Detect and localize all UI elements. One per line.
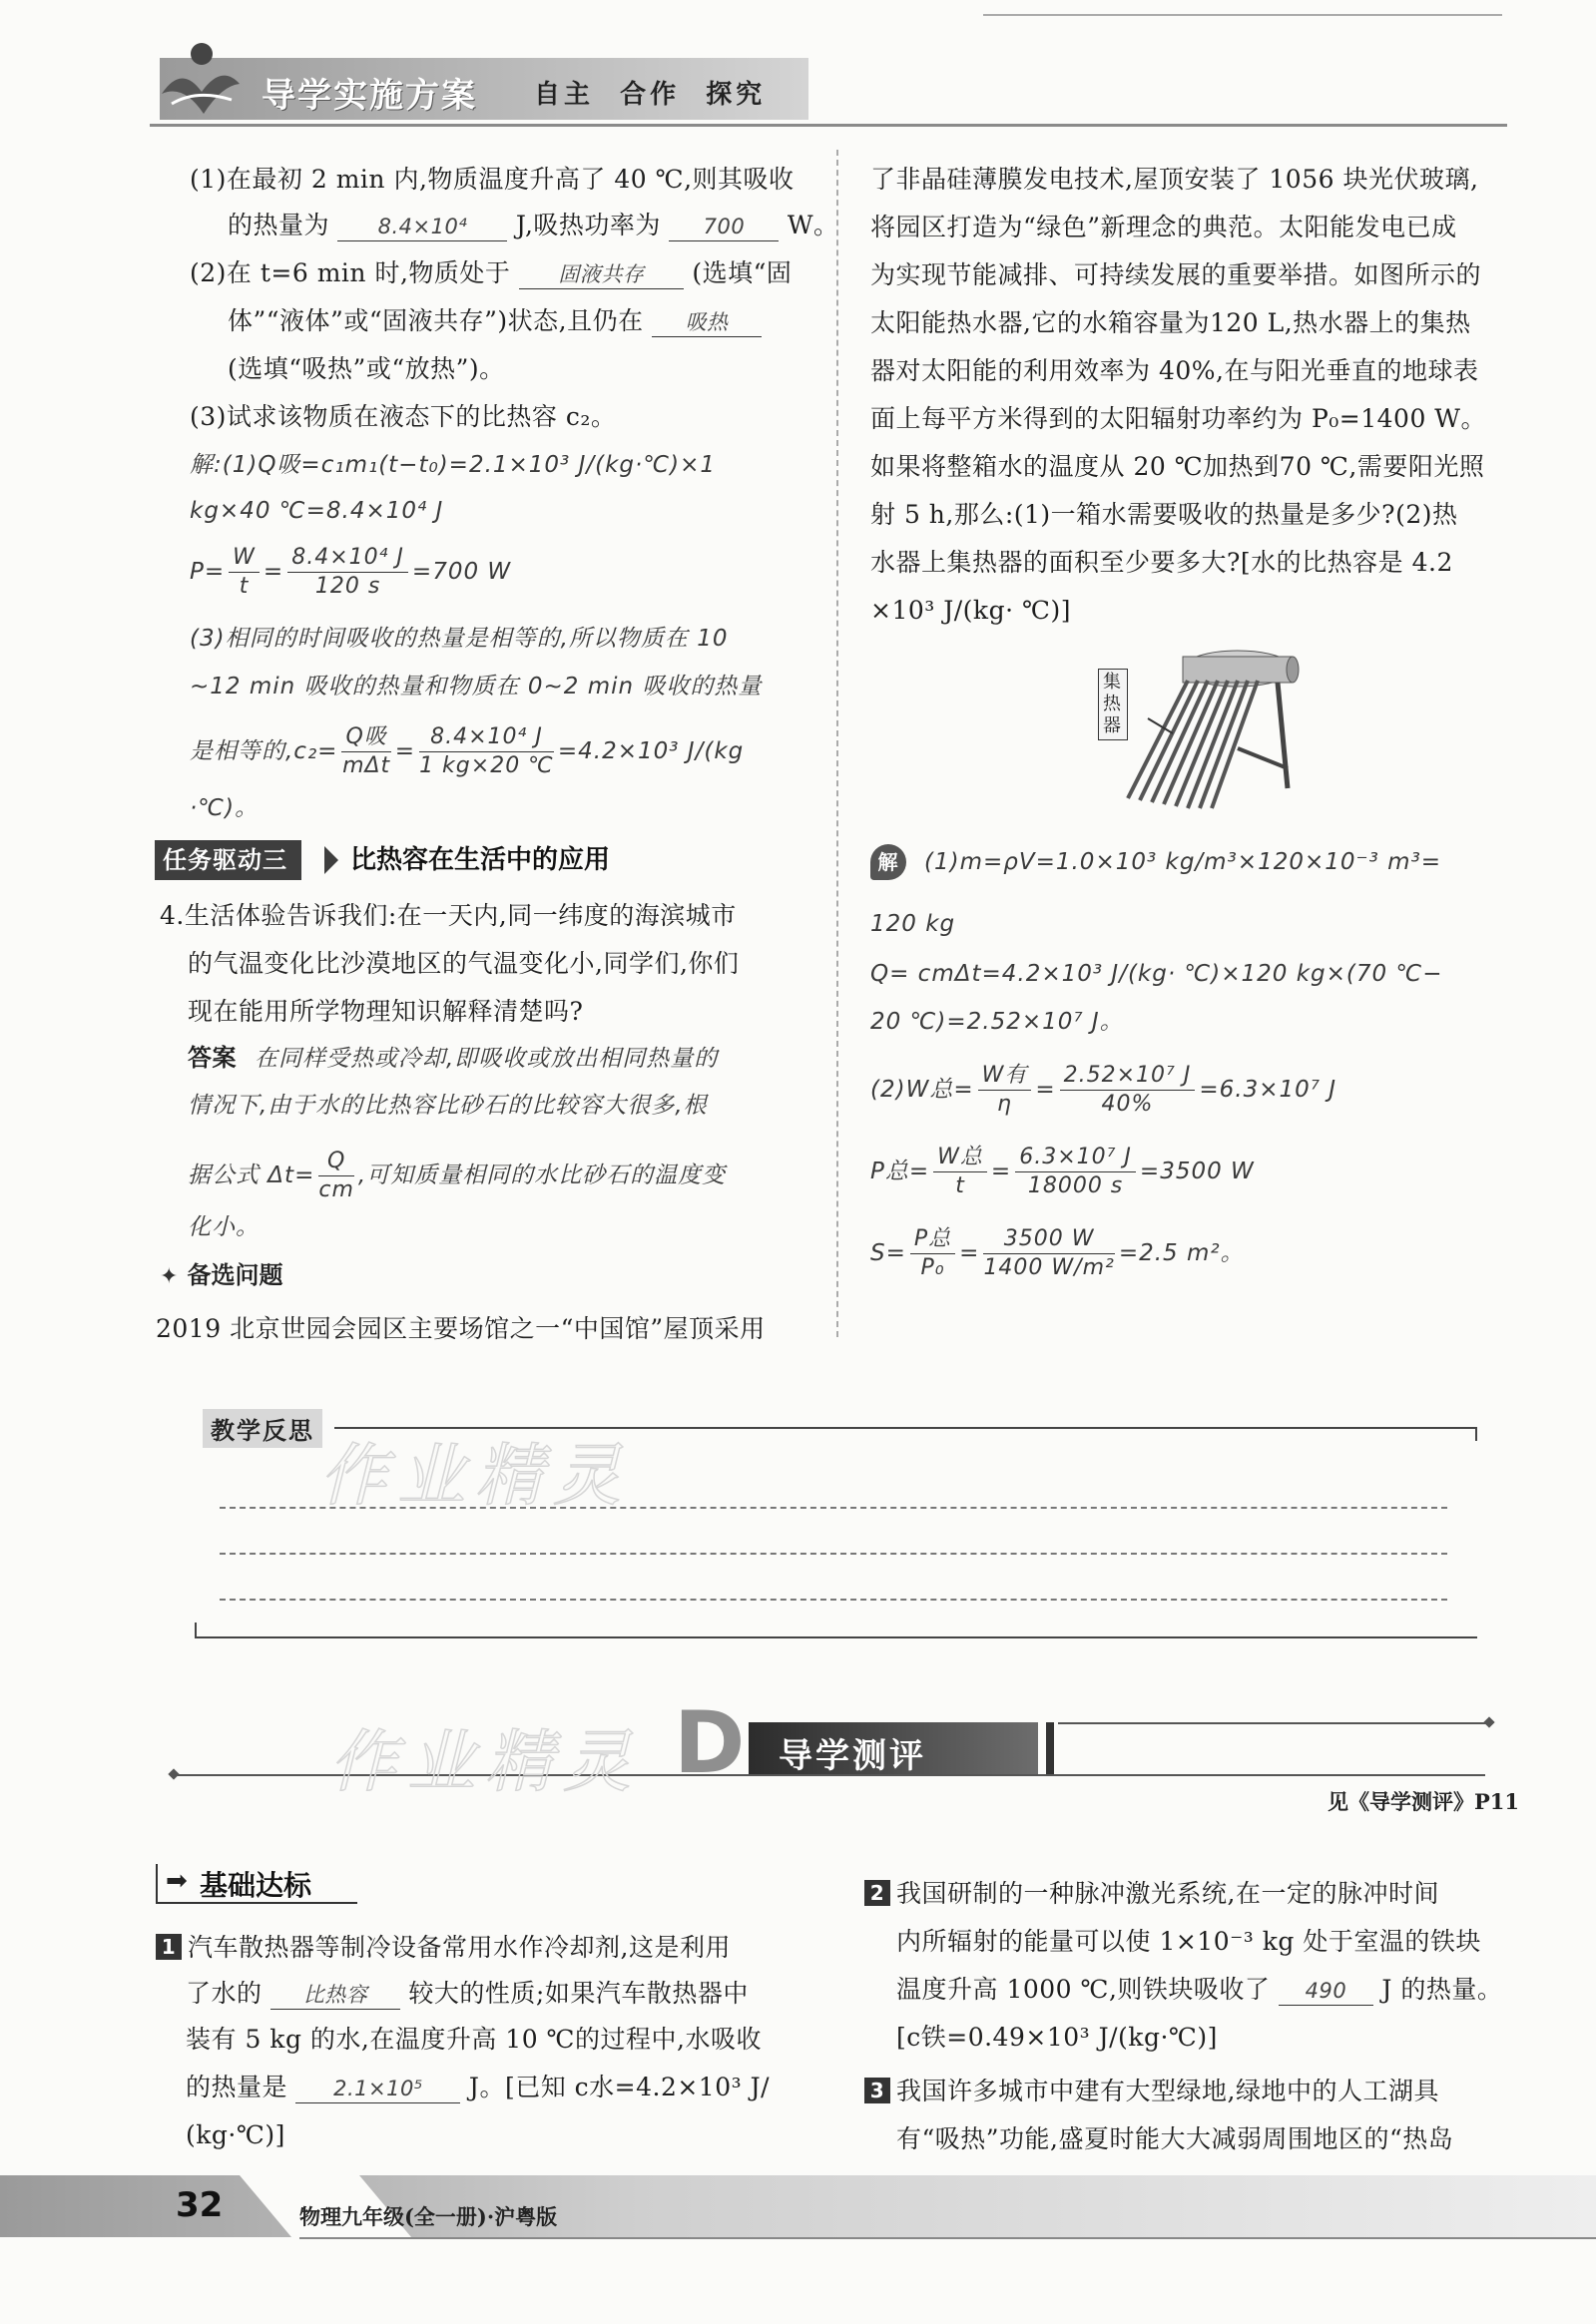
q2-line2: [228, 303, 762, 339]
collector-label-box: [1098, 669, 1128, 740]
sol3-line2: ~12 min 吸收的热量和物质在 0~2 min 吸收的热量: [190, 674, 763, 699]
task-title: 比热容在生活中的应用: [350, 845, 611, 875]
p-line5: 器对太阳能的利用效率为 40%,在与阳光垂直的地球表: [870, 356, 1479, 385]
header-top-rule: [983, 14, 1502, 16]
frac-num: Q: [318, 1148, 354, 1176]
b-q1-line3: 装有 5 kg 的水,在温度升高 10 ℃的过程中,水吸收: [186, 2025, 762, 2054]
p-line10: ×10³ J/(kg· ℃)]: [870, 596, 1071, 625]
frac-den: 40%: [1101, 1092, 1154, 1117]
sol-r-line2: 120 kg: [870, 911, 956, 937]
q1-text-b: J,吸热功率为: [515, 211, 661, 239]
b-q3-text1: 我国许多城市中建有大型绿地,绿地中的人工湖具: [896, 2077, 1439, 2105]
frac-num: 8.4×10⁴ J: [287, 544, 408, 573]
sol3-line1: (3)相同的时间吸收的热量是相等的,所以物质在 10: [190, 626, 729, 652]
frac-num: W: [229, 544, 260, 573]
frac-den: P₀: [920, 1255, 945, 1280]
p-line4: 太阳能热水器,它的水箱容量为120 L,热水器上的集热: [870, 308, 1471, 337]
section-d-upper-rule: [1058, 1722, 1487, 1724]
frac-power-values-r: [1015, 1144, 1136, 1200]
frac-c2-values: [419, 723, 554, 780]
frac-num: 3500 W: [983, 1225, 1114, 1254]
logo-icon: [152, 34, 244, 120]
q1-text-c: W。: [787, 211, 839, 239]
b-q1-text2b: 较大的性质;如果汽车散热器中: [408, 1979, 749, 2008]
b-q2-text3a: 温度升高 1000 ℃,则铁块吸收了: [896, 1975, 1271, 2004]
frac-num: P总: [910, 1225, 955, 1254]
footer-band: [0, 2175, 1596, 2237]
s5-eq: =: [1035, 1077, 1056, 1103]
frac-den: 120 s: [314, 574, 381, 599]
s6-rhs: =3500 W: [1139, 1159, 1255, 1184]
frac-num: W总: [933, 1144, 987, 1172]
section-d-title: 导学测评: [779, 1736, 926, 1776]
footer-rule: [299, 2237, 1596, 2239]
frac-num: 2.52×10⁷ J: [1060, 1062, 1196, 1091]
b-q1-text4a: 的热量是: [186, 2073, 288, 2101]
sol-r-work-line: [870, 1062, 1336, 1119]
b-q1-line1: [156, 1930, 731, 1966]
b-q1-line5: (kg·℃)]: [186, 2120, 285, 2149]
b-q1-line4: [186, 2070, 770, 2105]
b-q2-text1: 我国研制的一种脉冲激光系统,在一定的脉冲时间: [896, 1879, 1439, 1908]
b-q2-text3b: J 的热量。: [1381, 1975, 1503, 2004]
frac-den: t: [239, 574, 250, 599]
sol3-line3: [190, 723, 744, 780]
frac-num: 8.4×10⁴ J: [419, 723, 554, 752]
frac-den: η: [997, 1092, 1012, 1117]
q2-line1: [190, 255, 792, 291]
sol3-line4: ·℃)。: [190, 795, 260, 821]
answer-text-1: 在同样受热或冷却,即吸收或放出相同热量的: [255, 1046, 719, 1072]
q1-line2: [228, 208, 839, 243]
frac-den: 18000 s: [1027, 1173, 1124, 1198]
q3-line1: (3)试求该物质在液态下的比热容 c₂。: [190, 402, 617, 431]
sol-r-power-line: [870, 1144, 1255, 1200]
reflection-title: 教学反思: [203, 1409, 322, 1448]
q1-heat-blank: 8.4×10⁴: [337, 213, 507, 241]
frac-p-over-p0: [910, 1225, 955, 1282]
b-q2-blank: 490: [1279, 1977, 1373, 2006]
sol-r-line4: 20 ℃)=2.52×10⁷ J。: [870, 1009, 1124, 1035]
s7-eq: =: [959, 1240, 980, 1266]
frac-den: cm: [318, 1177, 354, 1202]
extra-title: 备选问题: [187, 1261, 283, 1289]
b-q3-line1: [864, 2074, 1439, 2109]
header-brand: 导学实施方案: [262, 76, 477, 116]
b-q1-line2: [186, 1976, 749, 2012]
frac-power-values: [287, 544, 408, 601]
watermark-1: 作业精灵: [319, 1437, 632, 1516]
frac-q-over-mdt: [341, 723, 390, 780]
b-q2-line4: [c铁=0.49×10³ J/(kg·℃)]: [896, 2023, 1218, 2052]
ans-line4: 化小。: [188, 1214, 260, 1240]
q4-line1: 4.生活体验告诉我们:在一天内,同一纬度的海滨城市: [160, 901, 737, 930]
frac-num: W有: [978, 1062, 1032, 1091]
answer-label: 答案: [188, 1044, 237, 1072]
frac-num: Q吸: [341, 723, 390, 752]
book-title: 物理九年级(全一册)·沪粤版: [299, 2204, 558, 2229]
q2-line3: (选填“吸热”或“放热”)。: [228, 354, 505, 383]
q2-text-a: (2)在 t=6 min 时,物质处于: [190, 258, 511, 287]
s5-lhs: (2)W总=: [870, 1077, 974, 1103]
page-number: 32: [176, 2185, 224, 2225]
b-q1-text2a: 了水的: [186, 1979, 263, 2008]
sol-p-eq: =: [263, 559, 284, 585]
b-q1-blank1: 比热容: [270, 1981, 400, 2010]
p-line1: 了非晶硅薄膜发电技术,屋顶安装了 1056 块光伏玻璃,: [870, 165, 1479, 194]
task-tag: 任务驱动三: [155, 840, 301, 880]
frac-den: 1 kg×20 ℃: [419, 753, 554, 778]
b-q1-blank2: 2.1×10⁵: [295, 2075, 460, 2103]
p-line3: 为实现节能减排、可持续发展的重要举措。如图所示的: [870, 260, 1482, 289]
ans-text-a: 据公式 Δt=: [188, 1162, 315, 1188]
sol-power-line: [190, 544, 511, 601]
s5-rhs: =6.3×10⁷ J: [1199, 1077, 1337, 1103]
reflection-left-tick: [195, 1623, 197, 1636]
q1-text-a: 的热量为: [228, 211, 330, 239]
b-q1-text4b: J。[已知 c水=4.2×10³ J/: [468, 2073, 771, 2101]
sol-r-line1: [870, 844, 1441, 880]
frac-num: 6.3×10⁷ J: [1015, 1144, 1136, 1172]
sol-line1: 解:(1)Q吸=c₁m₁(t−t₀)=2.1×10³ J/(kg·℃)×1: [190, 452, 717, 478]
section-d-letter: D: [674, 1693, 746, 1793]
reflection-right-tick: [1475, 1427, 1477, 1441]
rule-left-dot: [168, 1768, 179, 1779]
section-d-endcap: [1046, 1722, 1054, 1774]
reflection-bottom-rule: [195, 1636, 1477, 1638]
solution-icon: 解: [870, 844, 906, 880]
b-q3-number: 3: [864, 2078, 890, 2103]
sol3-text-b: =4.2×10³ J/(kg: [557, 738, 745, 764]
p-line7: 如果将整箱水的温度从 20 ℃加热到70 ℃,需要阳光照: [870, 452, 1485, 481]
b-q2-line3: [896, 1972, 1502, 2008]
sol3-text-a: 是相等的,c₂=: [190, 738, 338, 764]
p-line9: 水器上集热器的面积至少要多大?[水的比热容是 4.2: [870, 548, 1453, 577]
header-rule: [150, 124, 1507, 127]
task-arrow: [324, 846, 338, 874]
sol3-eq: =: [394, 738, 416, 764]
p-line8: 射 5 h,那么:(1)一箱水需要吸收的热量是多少?(2)热: [870, 500, 1458, 529]
frac-den: t: [955, 1173, 965, 1198]
s7-rhs: =2.5 m²。: [1118, 1240, 1245, 1266]
q2-text-c: 体”“液体”或“固液共存”)状态,且仍在: [228, 306, 644, 335]
p-line6: 面上每平方米得到的太阳辐射功率约为 P₀=1400 W。: [870, 404, 1487, 433]
sol-r-area-line: [870, 1225, 1245, 1282]
q2-state-blank: 固液共存: [519, 260, 684, 289]
watermark-2: 作业精灵: [329, 1723, 642, 1802]
frac-work-values: [1060, 1062, 1196, 1119]
ans-text-b: ,可知质量相同的水比砂石的温度变: [357, 1162, 727, 1188]
sol-p-lhs: P=: [190, 559, 226, 585]
q4-line2: 的气温变化比沙漠地区的气温变化小,同学们,你们: [188, 949, 740, 978]
extra-header: [160, 1255, 283, 1290]
frac-q-over-cm: [318, 1148, 354, 1204]
frac-w-over-eta: [978, 1062, 1032, 1119]
frac-den: mΔt: [342, 753, 391, 778]
page-header: [0, 0, 1596, 130]
p-line2: 将园区打造为“绿色”新理念的典范。太阳能发电已成: [870, 213, 1457, 241]
reflection-dotline-2: [220, 1553, 1447, 1555]
column-divider: [836, 150, 838, 1337]
q4-line3: 现在能用所学物理知识解释清楚吗?: [188, 997, 584, 1026]
frac-w-over-t: [229, 544, 260, 601]
frac-area-values: [983, 1225, 1114, 1282]
b-q3-line2: 有“吸热”功能,盛夏时能大大减弱周围地区的“热岛: [896, 2124, 1454, 2153]
sol-r-line3: Q= cmΔt=4.2×10³ J/(kg· ℃)×120 kg×(70 ℃−: [870, 961, 1443, 987]
diamond-icon: ✦: [160, 1264, 179, 1289]
sol-p-rhs: =700 W: [411, 559, 512, 585]
sol-line2: kg×40 ℃=8.4×10⁴ J: [190, 498, 444, 524]
basics-title: 基础达标: [200, 1869, 312, 1902]
ans-line2: 情况下,由于水的比热容比砂石的比较容大很多,根: [188, 1093, 708, 1119]
sol-r-text1: (1)m=ρV=1.0×10³ kg/m³×120×10⁻³ m³=: [924, 849, 1442, 875]
frac-w-over-t-r: [933, 1144, 987, 1200]
ans-line1: [188, 1040, 718, 1077]
b-q2-line2: 内所辐射的能量可以使 1×10⁻³ kg 处于室温的铁块: [896, 1927, 1481, 1956]
ans-line3: [188, 1148, 726, 1204]
solar-heater-figure: [1088, 639, 1308, 813]
q2-text-b: (选填“固: [692, 258, 793, 287]
s6-lhs: P总=: [870, 1159, 930, 1184]
q1-line1: (1)在最初 2 min 内,物质温度升高了 40 ℃,则其吸收: [190, 165, 795, 194]
b-q2-line1: [864, 1876, 1439, 1912]
q1-power-blank: 700: [669, 213, 779, 241]
frac-den: 1400 W/m²: [983, 1255, 1115, 1280]
b-q2-number: 2: [864, 1880, 890, 1906]
arrow-icon: ➡: [166, 1866, 188, 1896]
q2-heat-blank: 吸热: [652, 308, 762, 337]
task-banner: [155, 840, 813, 880]
collector-label: 集热器: [1103, 672, 1121, 736]
s7-lhs: S=: [870, 1240, 906, 1266]
extra-line1: 2019 北京世园会园区主要场馆之一“中国馆”屋顶采用: [156, 1314, 766, 1343]
s6-eq: =: [990, 1159, 1012, 1184]
b-q1-number: 1: [156, 1934, 182, 1960]
b-q1-text1: 汽车散热器等制冷设备常用水作冷却剂,这是利用: [188, 1933, 731, 1962]
header-tags: 自主 合作 探究: [534, 80, 767, 110]
reflection-dotline-3: [220, 1599, 1447, 1601]
page-footer: [0, 2175, 1596, 2324]
section-d-ref: 见《导学测评》P11: [1328, 1789, 1520, 1814]
